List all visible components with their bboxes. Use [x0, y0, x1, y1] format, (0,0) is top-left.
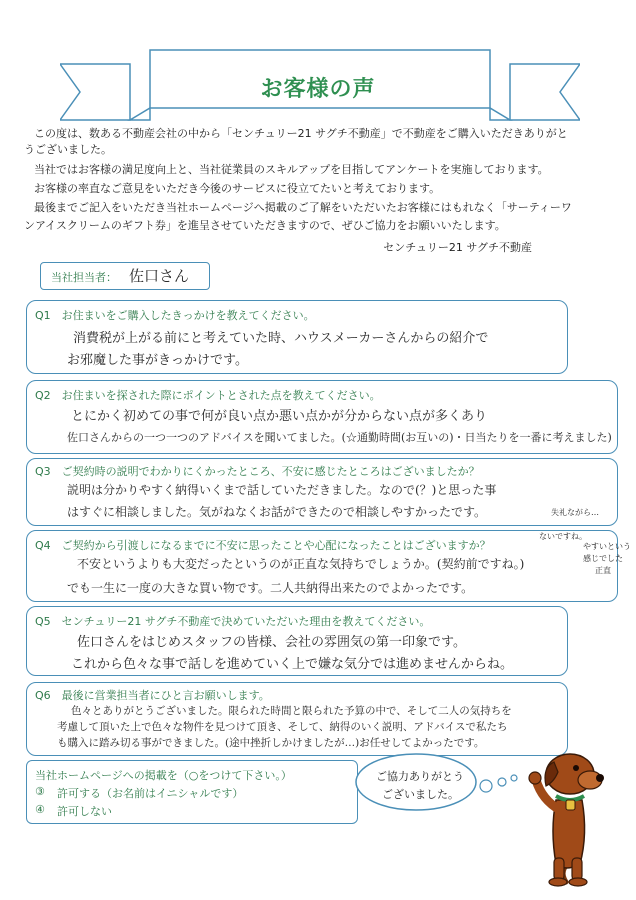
question-box-q5: [26, 606, 568, 676]
publication-consent-box: [26, 760, 358, 824]
thanks-line-1: ご協力ありがとう: [376, 770, 464, 783]
answer-note: 感じでした: [583, 554, 623, 563]
question-label: Q1 お住まいをご購入したきっかけを教えてください。: [35, 309, 315, 322]
question-label: Q3 ご契約時の説明でわかりにくかったところ、不安に感じたところはございましたか？: [35, 465, 480, 478]
intro-line-2: うございました。: [24, 143, 112, 156]
question-label: Q5 センチュリー21 サグチ不動産で決めていただいた理由を教えてください。: [35, 615, 431, 628]
question-label: Q2 お住まいを探された際にポイントとされた点を教えてください。: [35, 389, 381, 402]
answer-line: これから色々な事で話しを進めていく上で嫌な気分では進めませんからね。: [71, 657, 514, 672]
answer-line: お邪魔した事がきっかけです。: [67, 353, 248, 368]
answer-line: とにかく初めての事で何が良い点か悪い点かが分からない点が多くあり: [71, 409, 488, 424]
answer-line: でも一生に一度の大きな買い物です。二人共納得出来たのでよかったです。: [67, 581, 474, 595]
intro-line-4: お客様の率直なご意見をいただき今後のサービスに役立てたいと考えております。: [34, 182, 441, 195]
question-label: Q6 最後に営業担当者にひと言お願いします。: [35, 689, 270, 702]
answer-note: 正直: [595, 566, 611, 575]
answer-note: 失礼ながら…: [551, 508, 599, 517]
answer-line: 佐口さんをはじめスタッフの皆様、会社の雰囲気の第一印象です。: [77, 635, 466, 650]
dog-mascot-icon: [510, 740, 630, 890]
answer-note: ないですね。: [539, 532, 587, 541]
intro-line-3: 当社ではお客様の満足度向上と、当社従業員のスキルアップを目指してアンケートを実施しております。: [34, 163, 549, 176]
staff-box: [40, 262, 210, 290]
publication-label: 当社ホームページへの掲載を（○をつけて下さい。）: [35, 769, 292, 782]
option-number-allow[interactable]: ③: [35, 785, 45, 798]
answer-line: 消費税が上がる前にと考えていた時、ハウスメーカーさんからの紹介で: [73, 331, 489, 346]
question-label: Q4 ご契約から引渡しになるまでに不安に思ったことや心配になったことはございますか？: [35, 539, 491, 552]
option-number-deny[interactable]: ④: [35, 803, 45, 816]
answer-line: 佐口さんからの一つ一つのアドバイスを聞いてました。(☆通勤時間(お互いの)・日当たりを一番に考えました): [67, 431, 612, 444]
option-text-deny[interactable]: 許可しない: [57, 805, 112, 818]
question-box-q4: [26, 530, 631, 602]
answer-note: やすいという: [583, 542, 631, 551]
staff-value: 佐口さん: [129, 267, 190, 285]
answer-line: はすぐに相談しました。気がねなくお話ができたので相談しやすかったです。: [67, 505, 487, 519]
question-box-q1: [26, 300, 568, 374]
answer-line: 不安というよりも大変だったというのが正直な気持ちでしょうか。(契約前ですね。): [77, 557, 525, 571]
answer-line: 考慮して頂いた上で色々な物件を見つけて頂き、そして、納得のいく説明、アドバイスで私たち: [57, 721, 508, 733]
question-box-q3: [26, 458, 618, 526]
company-signature: センチュリー21 サグチ不動産: [383, 241, 532, 254]
intro-line-5: 最後までご記入をいただき当社ホームページへ掲載のご了解をいただいたお客様にはもれなく「サーティーワ: [34, 201, 572, 214]
question-box-q6: [26, 682, 568, 756]
intro-line-1: この度は、数ある不動産会社の中から「センチュリー21 サグチ不動産」で不動産をご購入いただきありがと: [34, 127, 568, 140]
answer-line: 説明は分かりやすく納得いくまで話していただきました。なので(？)と思った事: [67, 483, 497, 497]
answer-line: も購入に踏み切る事ができました。(途中挫折しかけましたが…)お任せしてよかったです。: [57, 737, 485, 749]
staff-label: 当社担当者：: [51, 271, 117, 284]
option-text-allow[interactable]: 許可する（お名前はイニシャルです）: [57, 787, 244, 800]
intro-line-6: ンアイスクリームのギフト券」を進呈させていただきますので、ぜひご協力をお願いいたします。: [24, 219, 506, 232]
answer-line: 色々とありがとうございました。限られた時間と限られた予算の中で、そして二人の気持ちを: [71, 705, 512, 717]
question-box-q2: [26, 380, 618, 454]
thanks-line-2: ございました。: [382, 788, 459, 801]
page-title: お客様の声: [260, 77, 376, 102]
